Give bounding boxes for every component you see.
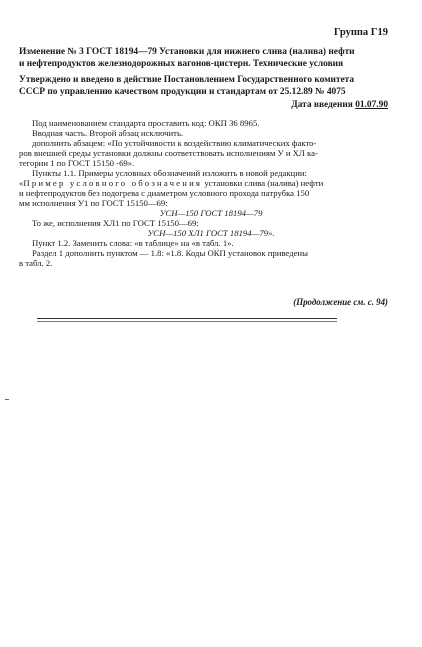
body-line-3: дополнить абзацем: «По устойчивости к воздействию климатических факто- <box>32 138 317 148</box>
body-line-6: Пункты 1.1. Примеры условных обозначений изложить в новой редакции: <box>32 168 307 178</box>
body-line-13: Пункт 1.2. Заменить слова: «в таблице» на «в табл. 1». <box>32 238 234 248</box>
example-heading: Пример условного обозначения <box>23 178 203 188</box>
designation-example-1: УСН—150 ГОСТ 18194—79 <box>159 208 263 218</box>
body-line-7 <box>19 178 323 188</box>
group-code: Группа Г19 <box>333 27 388 38</box>
divider-line-secondary <box>37 321 337 322</box>
body-line-4: ров внешней среды установки должны соответствовать исполнениям У и ХЛ ка- <box>19 148 318 158</box>
body-line-8: и нефтепродуктов без подогрева с диаметром условного прохода патрубка 150 <box>19 188 310 198</box>
approval-line-1: Утверждено и введено в действие Постановлением Государственного комитета <box>19 75 355 85</box>
body-line-5: тегории 1 по ГОСТ 15150 -69». <box>19 158 135 168</box>
quote-open: « <box>19 178 24 188</box>
divider-line <box>37 318 337 319</box>
body-line-11: То же, исполнения ХЛ1 по ГОСТ 15150—69: <box>32 218 199 228</box>
body-line-1: Под наименованием стандарта проставить код: ОКП 36 8965. <box>32 118 260 128</box>
continuation-note: (Продолжение см. с. 94) <box>293 297 388 307</box>
amendment-title-line-2: и нефтепродуктов железнодорожных вагонов-цистерн. Технические условия <box>19 59 344 69</box>
body-line-14: Раздел 1 дополнить пунктом — 1.8: «1.8. Коды ОКП установок приведены <box>32 248 308 258</box>
amendment-title-line-1: Изменение № 3 ГОСТ 18194—79 Установки для нижнего слива (налива) нефти <box>19 47 355 57</box>
body-line-15: в табл. 2. <box>19 258 53 268</box>
approval-line-2: СССР по управлению качеством продукции и стандартам от 25.12.89 № 4075 <box>19 87 346 97</box>
margin-mark <box>5 399 9 400</box>
designation-example-2: УСН—150 ХЛ1 ГОСТ 18194—79». <box>147 228 275 238</box>
body-line-7-tail: установки слива (налива) нефти <box>202 178 324 188</box>
effective-date <box>291 100 388 110</box>
effective-date-value: 01.07.90 <box>355 100 388 110</box>
body-line-2: Вводная часть. Второй абзац исключить. <box>32 128 184 138</box>
body-line-9: мм исполнения У1 по ГОСТ 15150—69: <box>19 198 168 208</box>
effective-date-label: Дата введения <box>291 100 353 110</box>
